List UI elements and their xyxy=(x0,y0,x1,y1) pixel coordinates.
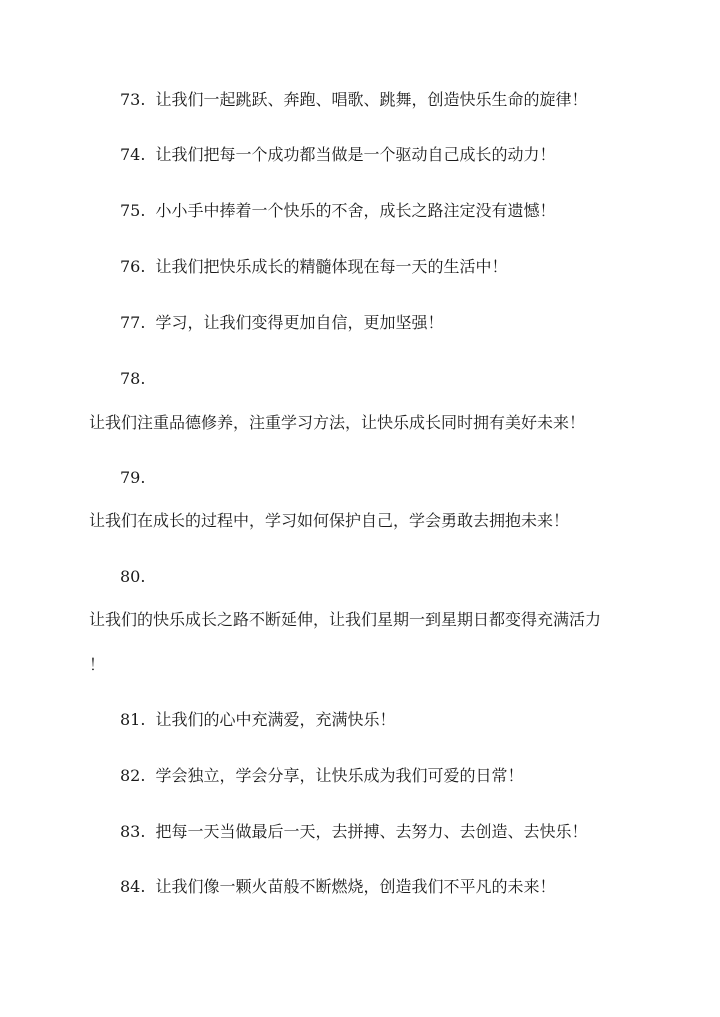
item-text: 让我们像一颗火苗般不断燃烧，创造我们不平凡的未来！ xyxy=(155,877,556,896)
list-item xyxy=(120,877,555,897)
list-item xyxy=(120,313,443,333)
item-text: 学会独立，学会分享，让快乐成为我们可爱的日常！ xyxy=(155,766,524,785)
item-text: 让我们一起跳跃、奔跑、唱歌、跳舞，创造快乐生命的旋律！ xyxy=(155,90,588,109)
item-number: 81. xyxy=(120,710,146,729)
list-item xyxy=(120,710,395,730)
item-text: 让我们的心中充满爱，充满快乐！ xyxy=(155,710,396,729)
item-number: 76. xyxy=(120,257,146,276)
item-number: 82. xyxy=(120,766,146,785)
list-item xyxy=(120,766,523,786)
item-number: 77. xyxy=(120,313,146,332)
item-text: 让我们注重品德修养，注重学习方法，让快乐成长同时拥有美好未来！ xyxy=(89,413,586,432)
item-number: 80. xyxy=(120,567,146,586)
item-text: 让我们的快乐成长之路不断延伸，让我们星期一到星期日都变得充满活力 xyxy=(89,610,602,629)
item-number: 78. xyxy=(120,369,146,388)
item-text: 让我们把每一个成功都当做是一个驱动自己成长的动力！ xyxy=(155,145,556,164)
item-text: 让我们把快乐成长的精髓体现在每一天的生活中！ xyxy=(155,257,508,276)
item-number: 74. xyxy=(120,145,146,164)
list-item xyxy=(120,822,587,842)
item-text: 让我们在成长的过程中，学习如何保护自己，学会勇敢去拥抱未来！ xyxy=(89,511,570,530)
item-text: 把每一天当做最后一天，去拼搏、去努力、去创造、去快乐！ xyxy=(155,822,588,841)
item-text-continuation: ！ xyxy=(89,655,106,674)
item-number: 84. xyxy=(120,877,146,896)
item-number: 75. xyxy=(120,201,146,220)
item-number: 83. xyxy=(120,822,146,841)
list-item xyxy=(120,90,587,110)
item-text: 学习，让我们变得更加自信，更加坚强！ xyxy=(155,313,444,332)
item-number: 79. xyxy=(120,468,146,487)
list-item xyxy=(120,257,507,277)
list-item xyxy=(120,201,555,221)
item-number: 73. xyxy=(120,90,146,109)
list-item xyxy=(120,145,555,165)
item-text: 小小手中捧着一个快乐的不舍，成长之路注定没有遗憾！ xyxy=(155,201,556,220)
